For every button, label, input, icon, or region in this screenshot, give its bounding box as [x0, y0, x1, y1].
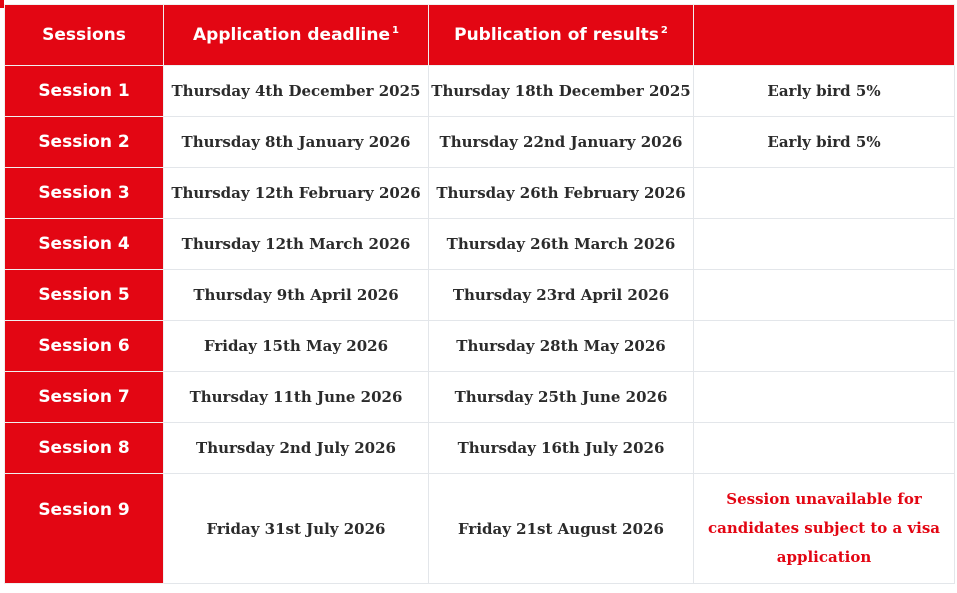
- session-label: Session 2: [5, 117, 164, 168]
- results-cell: Thursday 18th December 2025: [429, 66, 694, 117]
- deadline-cell: Thursday 2nd July 2026: [164, 423, 429, 474]
- note-cell: [694, 372, 955, 423]
- results-cell: Thursday 22nd January 2026: [429, 117, 694, 168]
- footnote-1: 1: [392, 25, 399, 37]
- note-cell: [694, 321, 955, 372]
- deadline-cell: Friday 15th May 2026: [164, 321, 429, 372]
- table-row: [5, 219, 955, 270]
- note-cell: Early bird 5%: [694, 66, 955, 117]
- deadline-cell: Thursday 9th April 2026: [164, 270, 429, 321]
- table-header-row: [5, 5, 955, 66]
- results-cell: Thursday 28th May 2026: [429, 321, 694, 372]
- table-row: [5, 168, 955, 219]
- table-row: [5, 423, 955, 474]
- session-label: Session 8: [5, 423, 164, 474]
- header-sessions-label: Sessions: [42, 25, 126, 45]
- table-row: [5, 372, 955, 423]
- session-label: Session 7: [5, 372, 164, 423]
- deadline-cell: Thursday 12th March 2026: [164, 219, 429, 270]
- results-cell: Thursday 16th July 2026: [429, 423, 694, 474]
- table-row: [5, 474, 955, 584]
- session-label: Session 4: [5, 219, 164, 270]
- results-cell: Friday 21st August 2026: [429, 474, 694, 584]
- session-label: Session 1: [5, 66, 164, 117]
- header-application-deadline: [164, 5, 429, 66]
- session-label: Session 5: [5, 270, 164, 321]
- table-row: [5, 117, 955, 168]
- header-publication-of-results: [429, 5, 694, 66]
- header-extra: [694, 5, 955, 66]
- note-cell: [694, 270, 955, 321]
- session-label: Session 3: [5, 168, 164, 219]
- header-sessions: [5, 5, 164, 66]
- note-cell: [694, 168, 955, 219]
- results-cell: Thursday 23rd April 2026: [429, 270, 694, 321]
- visa-warning-cell: Session unavailable for candidates subject to a visa application: [694, 474, 955, 584]
- deadline-cell: Thursday 12th February 2026: [164, 168, 429, 219]
- header-results-label: Publication of results: [454, 25, 659, 45]
- note-cell: [694, 423, 955, 474]
- session-label: Session 6: [5, 321, 164, 372]
- deadline-cell: Friday 31st July 2026: [164, 474, 429, 584]
- results-cell: Thursday 26th March 2026: [429, 219, 694, 270]
- table-row: [5, 270, 955, 321]
- results-cell: Thursday 26th February 2026: [429, 168, 694, 219]
- results-cell: Thursday 25th June 2026: [429, 372, 694, 423]
- note-cell: [694, 219, 955, 270]
- note-cell: Early bird 5%: [694, 117, 955, 168]
- sessions-table: [4, 4, 955, 584]
- deadline-cell: Thursday 4th December 2025: [164, 66, 429, 117]
- table-row: [5, 321, 955, 372]
- session-label: Session 9: [5, 474, 164, 584]
- table-row: [5, 66, 955, 117]
- deadline-cell: Thursday 8th January 2026: [164, 117, 429, 168]
- header-deadline-label: Application deadline: [193, 25, 390, 45]
- deadline-cell: Thursday 11th June 2026: [164, 372, 429, 423]
- footnote-2: 2: [660, 25, 668, 37]
